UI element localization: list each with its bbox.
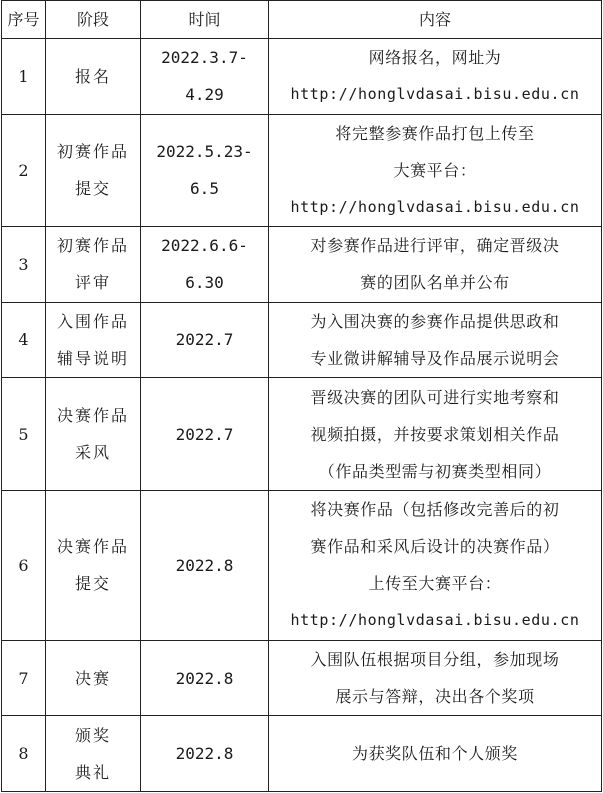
content-line: （作品类型需与初赛类型相同）	[318, 461, 552, 481]
header-row	[2, 1, 602, 39]
time-cell: 2022.6.6-6.30	[141, 227, 269, 303]
header-content: 内容	[269, 1, 602, 39]
content-line: 网络报名，网址为	[368, 48, 502, 68]
content-line: 上传至大赛平台：	[368, 574, 502, 594]
stage-cell	[46, 716, 141, 792]
time-cell: 2022.8	[141, 490, 269, 640]
stage-line: 提交	[74, 574, 111, 594]
content-line: 为入围决赛的参赛作品提供思政和	[310, 311, 560, 331]
content-line: 入围队伍根据项目分组，参加现场	[310, 650, 560, 670]
stage-line: 报名	[74, 66, 111, 86]
content-line: 将完整参赛作品打包上传至	[335, 123, 535, 143]
time-cell: 2022.3.7-4.29	[141, 39, 269, 115]
table-body	[2, 39, 602, 792]
stage-line: 评审	[74, 273, 111, 293]
table-row	[2, 640, 602, 716]
stage-cell	[46, 640, 141, 716]
row-number: 7	[2, 640, 46, 716]
content-line: 展示与答辩，决出各个奖项	[335, 687, 535, 707]
time-cell: 2022.8	[141, 716, 269, 792]
row-number: 1	[2, 39, 46, 115]
stage-cell	[46, 114, 141, 227]
row-number: 3	[2, 227, 46, 303]
stage-line: 入围作品	[56, 311, 129, 331]
row-number: 2	[2, 114, 46, 227]
content-line: 赛作品和采风后设计的决赛作品）	[310, 537, 560, 557]
table-row	[2, 378, 602, 491]
stage-line: 提交	[74, 179, 111, 199]
content-cell	[269, 227, 602, 303]
content-cell	[269, 39, 602, 115]
stage-line: 采风	[74, 443, 111, 463]
header-no: 序号	[2, 1, 46, 39]
row-number: 8	[2, 716, 46, 792]
table-row	[2, 39, 602, 115]
stage-line: 初赛作品	[56, 236, 129, 256]
content-line: 视频拍摄，并按要求策划相关作品	[310, 424, 560, 444]
stage-line: 辅导说明	[56, 348, 129, 368]
row-number: 5	[2, 378, 46, 491]
table-row	[2, 302, 602, 378]
url-link-text: http://honglvdasai.bisu.edu.cn	[290, 85, 580, 104]
stage-cell	[46, 490, 141, 640]
stage-cell	[46, 227, 141, 303]
stage-cell	[46, 378, 141, 491]
table-row	[2, 490, 602, 640]
time-cell: 2022.7	[141, 302, 269, 378]
stage-line: 初赛作品	[56, 142, 129, 162]
stage-line: 决赛作品	[56, 537, 129, 557]
stage-line: 典礼	[74, 762, 111, 782]
stage-line: 颁奖	[74, 725, 111, 745]
content-cell	[269, 640, 602, 716]
table-row	[2, 716, 602, 792]
content-cell	[269, 114, 602, 227]
content-cell	[269, 378, 602, 491]
time-cell: 2022.5.23-6.5	[141, 114, 269, 227]
content-line: 将决赛作品（包括修改完善后的初	[310, 500, 560, 520]
content-line: 赛的团队名单并公布	[360, 273, 510, 293]
row-number: 6	[2, 490, 46, 640]
content-line: 为获奖队伍和个人颁奖	[351, 744, 518, 764]
content-cell	[269, 302, 602, 378]
time-cell: 2022.8	[141, 640, 269, 716]
schedule-table	[1, 0, 602, 792]
header-stage: 阶段	[46, 1, 141, 39]
content-cell	[269, 490, 602, 640]
time-cell: 2022.7	[141, 378, 269, 491]
content-line: 晋级决赛的团队可进行实地考察和	[310, 387, 560, 407]
content-line: 对参赛作品进行评审，确定晋级决	[310, 236, 560, 256]
table-row	[2, 227, 602, 303]
row-number: 4	[2, 302, 46, 378]
content-line: 专业微讲解辅导及作品展示说明会	[310, 348, 560, 368]
table-row	[2, 114, 602, 227]
content-line: 大赛平台：	[393, 160, 477, 180]
url-link-text: http://honglvdasai.bisu.edu.cn	[290, 611, 580, 630]
stage-line: 决赛作品	[56, 406, 129, 426]
header-time: 时间	[141, 1, 269, 39]
url-link-text: http://honglvdasai.bisu.edu.cn	[290, 197, 580, 216]
stage-cell	[46, 39, 141, 115]
stage-cell	[46, 302, 141, 378]
stage-line: 决赛	[74, 668, 111, 688]
content-cell	[269, 716, 602, 792]
